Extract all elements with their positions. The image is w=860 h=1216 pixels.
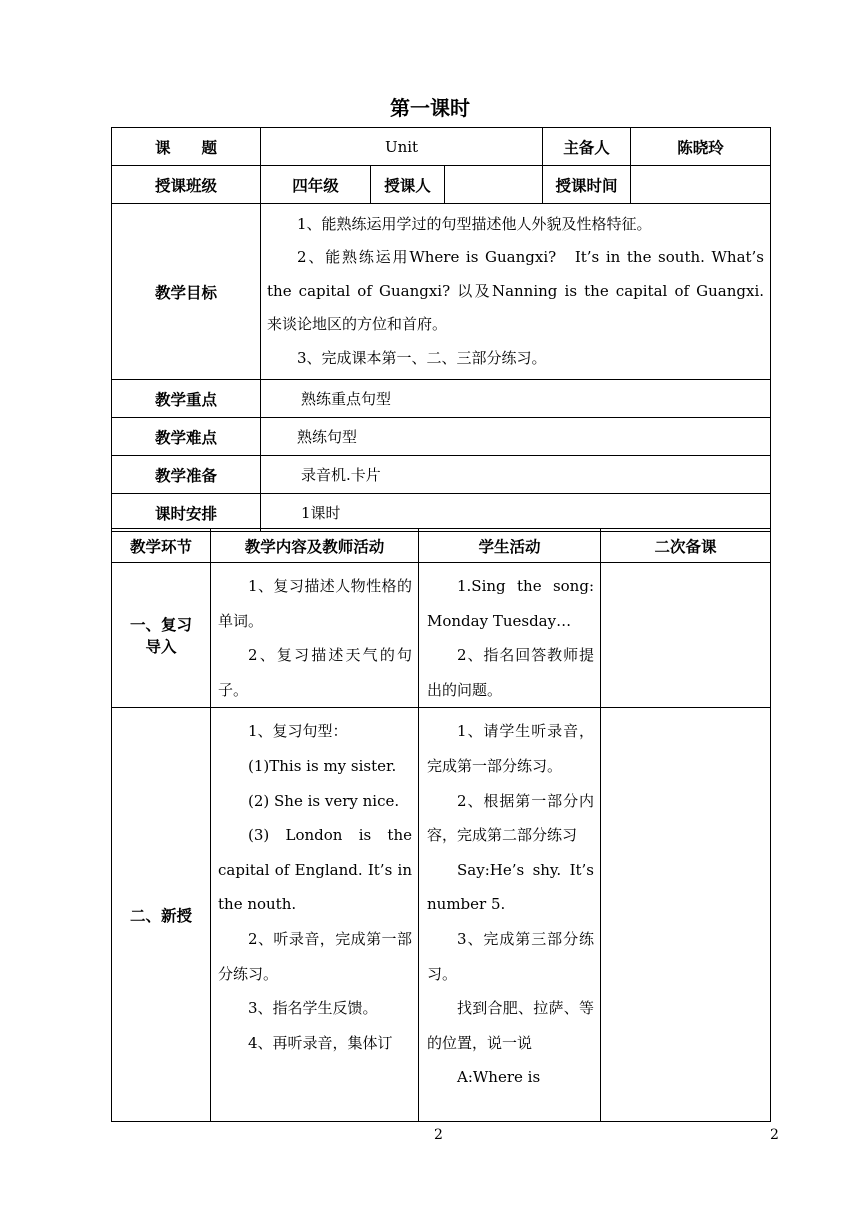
difficulties-label: 教学难点 [112,418,261,456]
list-item: 4、再听录音，集体订 [248,1033,393,1052]
page-number-right: 2 [770,1127,779,1143]
objectives-label: 教学目标 [112,204,261,380]
list-item: 2、根据第一部分内容，完成第二部分练习 [427,791,594,845]
class-value: 四年级 [261,166,371,204]
list-item: 3、指名学生反馈。 [248,999,378,1018]
topic-label: 课 题 [112,128,261,166]
stage-review-line1: 一、复习 [129,616,192,635]
stage-new-lesson: 二、新授 [112,708,211,1122]
list-item: 2、听录音，完成第一部分练习。 [218,929,412,983]
review-student-activity [419,563,601,708]
page-number-center: 2 [434,1127,443,1143]
header-second-prep: 二次备课 [601,529,771,563]
review-notes [601,563,771,708]
stage-review [112,563,211,708]
list-item: (1)This is my sister. [248,756,397,775]
new-lesson-notes [601,708,771,1122]
new-teacher-activity [211,708,419,1122]
list-item: 找到合肥、拉萨、等的位置，说一说 [427,999,594,1052]
topic-value: Unit [261,128,543,166]
header-stage: 教学环节 [112,529,211,563]
new-student-activity [419,708,601,1122]
preparation-label: 教学准备 [112,456,261,494]
teacher-label: 授课人 [371,166,445,204]
teacher-value [445,166,543,204]
header-teacher-activity: 教学内容及教师活动 [211,529,419,563]
review-teacher-activity [211,563,419,708]
objective-item: 3、完成课本第一、二、三部分练习。 [297,348,547,367]
objective-item: 2、能熟练运用Where is Guangxi? It’s in the south. What’s the capital of Guangxi? 以及Nanning is the capital of Guangxi. 来谈论地区的方位和首府。 [267,248,780,334]
list-item: 1、请学生听录音，完成第一部分练习。 [427,722,594,775]
schedule-label: 课时安排 [112,494,261,532]
page-title: 第一课时 [390,96,470,120]
list-item: 1、复习描述人物性格的单词。 [218,577,412,630]
key-points-label: 教学重点 [112,380,261,418]
list-item: A:Where is [457,1068,541,1087]
lesson-info-table [111,127,780,532]
class-label: 授课班级 [112,166,261,204]
list-item: 2、指名回答教师提出的问题。 [427,646,594,699]
list-item: 1.Sing the song: Monday Tuesday… [427,577,594,630]
difficulties-value: 熟练句型 [261,418,771,456]
header-student-activity: 学生活动 [419,529,601,563]
key-points-value: 熟练重点句型 [261,380,771,418]
time-label: 授课时间 [543,166,631,204]
list-item: (3) London is the capital of England. It’s in the nouth. [218,826,412,914]
objectives-content [261,204,780,380]
objective-item: 1、能熟练运用学过的句型描述他人外貌及性格特征。 [297,214,652,233]
list-item: 3、完成第三部分练习。 [427,929,594,983]
preparation-value: 录音机.卡片 [261,456,771,494]
preparer-value: 陈晓玲 [631,128,771,166]
list-item: (2) She is very nice. [248,791,400,810]
activity-table [111,528,771,1122]
preparer-label: 主备人 [543,128,631,166]
list-item: 1、复习句型： [248,722,348,741]
stage-review-line2: 导入 [145,638,177,657]
list-item: Say:He’s shy. It’s number 5. [427,860,594,914]
time-value [631,166,771,204]
list-item: 2、复习描述天气的句子。 [218,646,412,699]
schedule-value: 1课时 [261,494,771,532]
